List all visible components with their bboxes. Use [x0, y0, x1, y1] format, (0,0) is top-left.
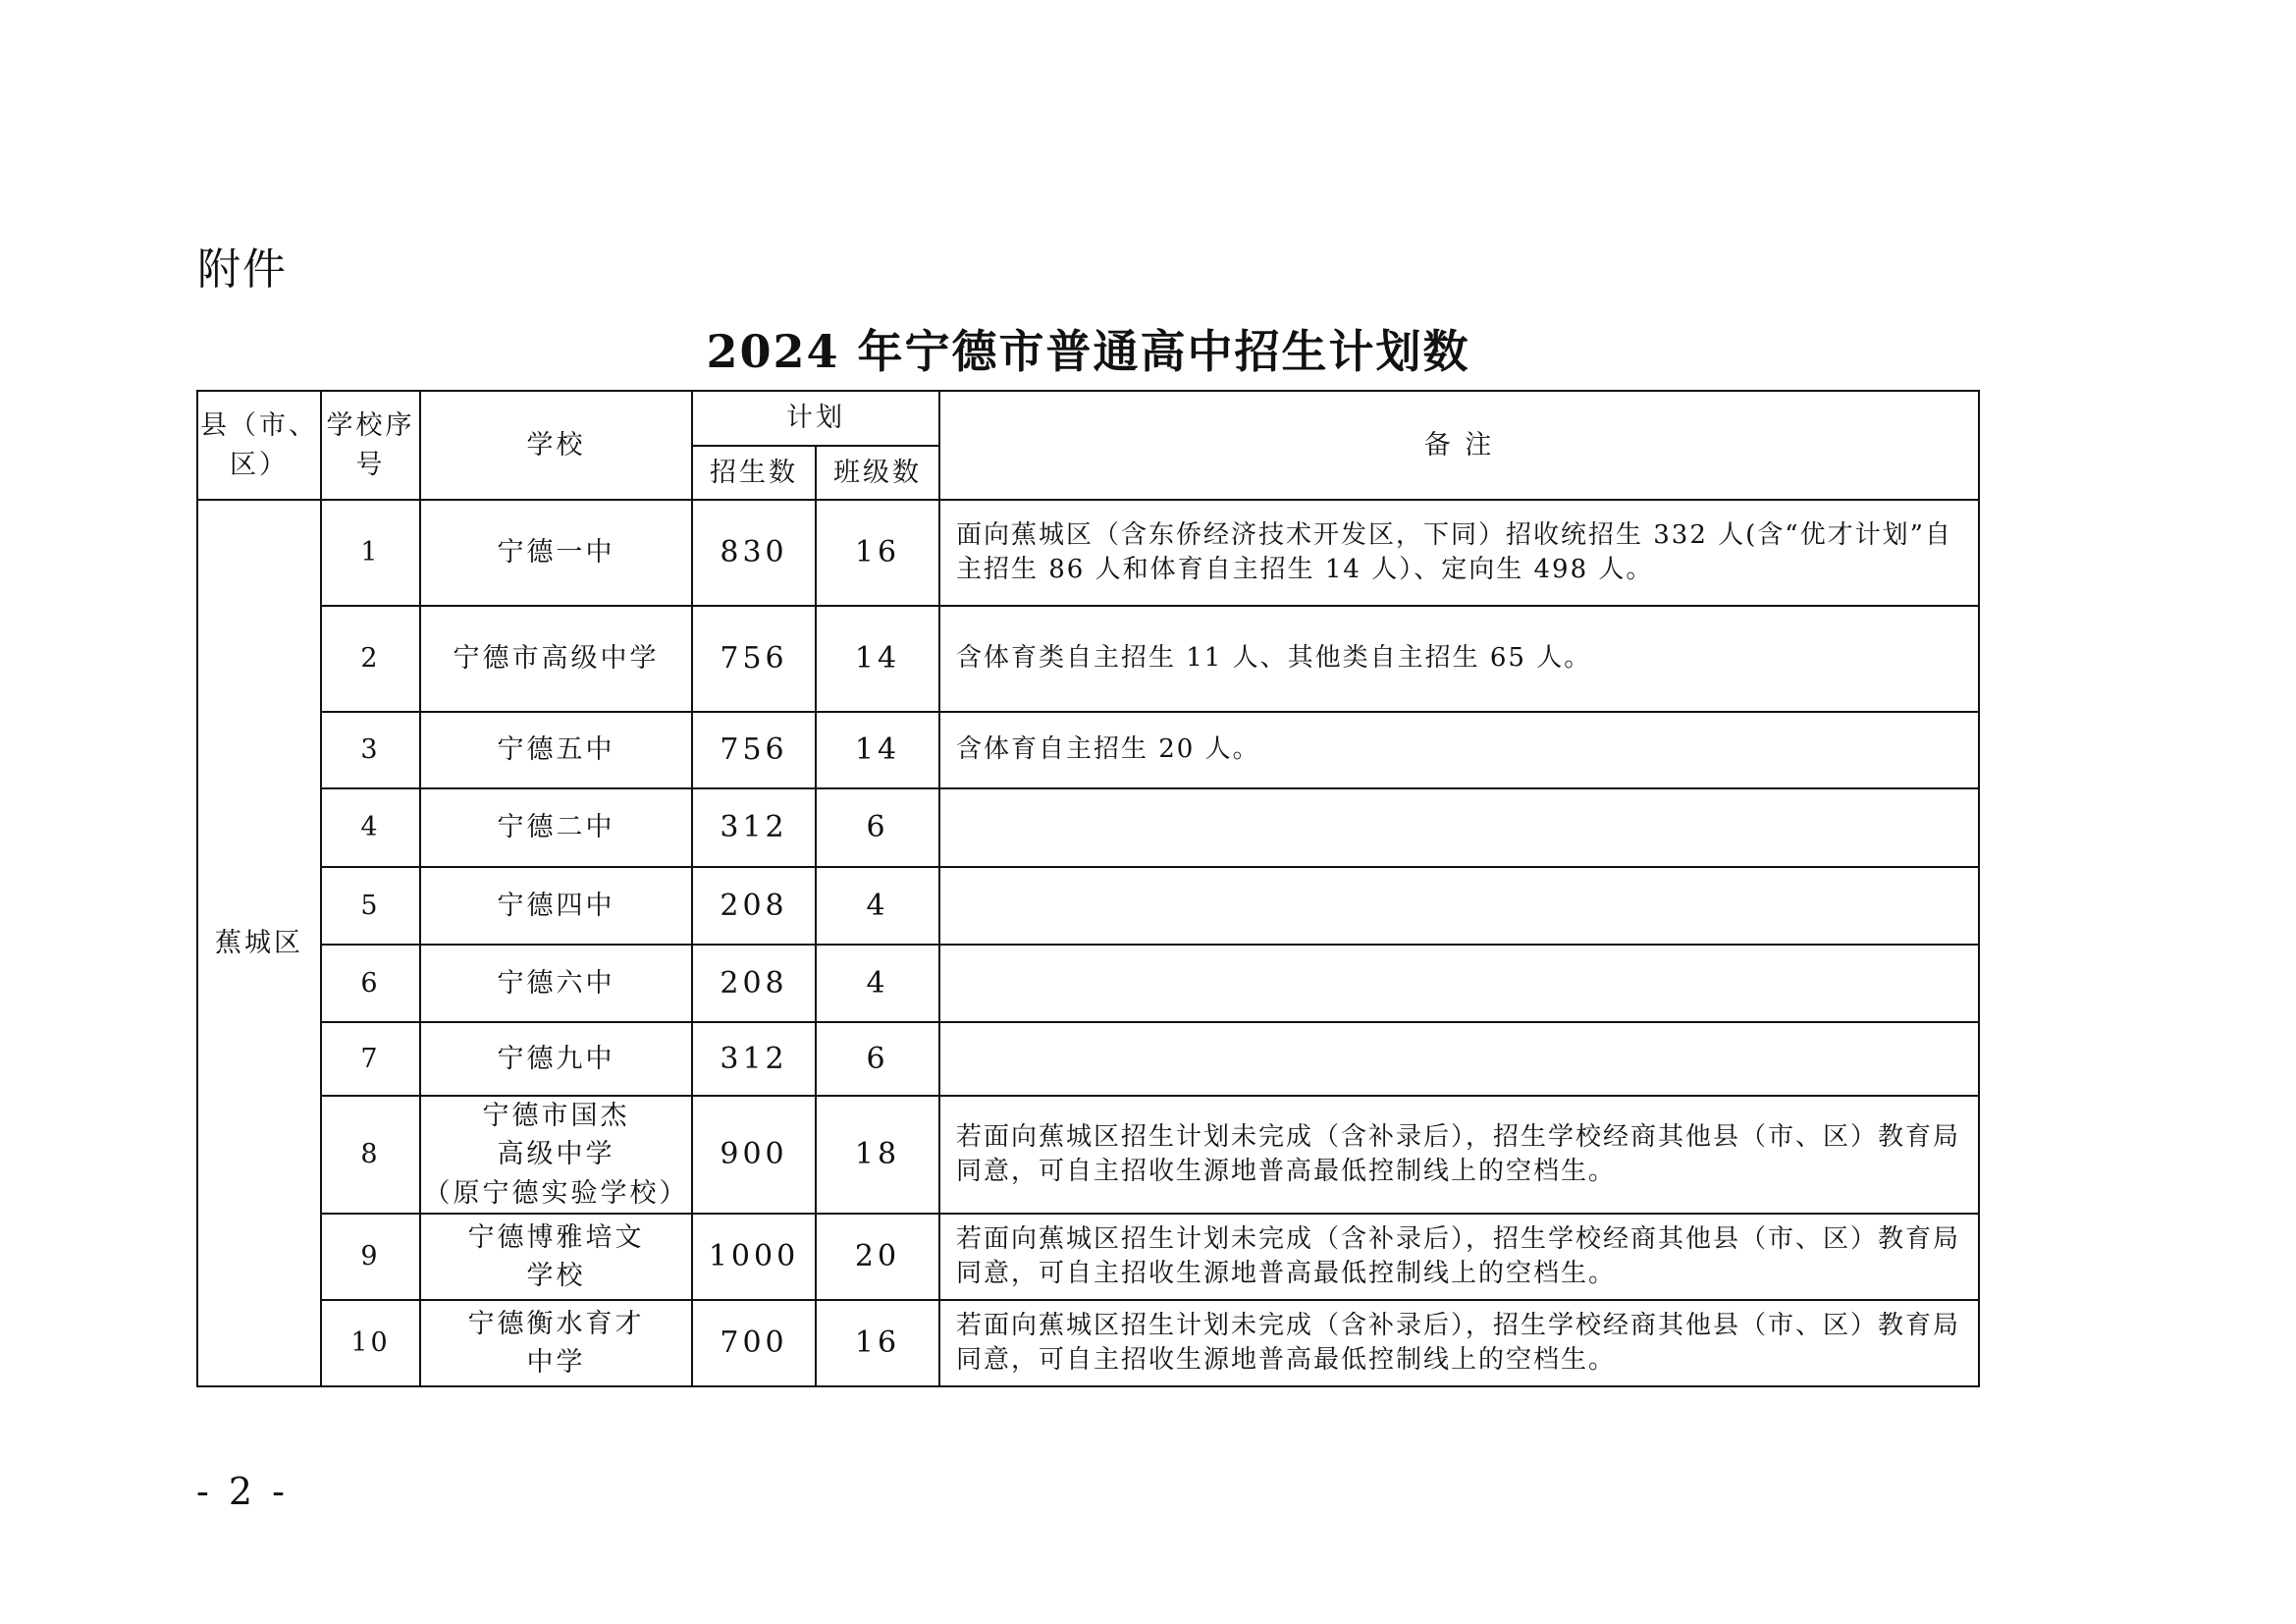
school-name-line: 中学 — [526, 1347, 586, 1378]
school-cell — [420, 712, 692, 788]
class-count-cell: 4 — [816, 867, 939, 945]
class-count-cell: 4 — [816, 945, 939, 1022]
school-name-line: 高级中学 — [497, 1139, 615, 1170]
header-enroll: 招生数 — [692, 446, 816, 500]
school-name-line: 宁德一中 — [497, 537, 615, 568]
school-cell — [420, 1096, 692, 1214]
remark-cell: 若面向蕉城区招生计划未完成（含补录后），招生学校经商其他县（市、区）教育局同意，可自主招收生源地普高最低控制线上的空档生。 — [939, 1214, 1979, 1300]
seq-cell: 10 — [321, 1300, 420, 1386]
table-row — [197, 788, 1979, 867]
seq-cell: 5 — [321, 867, 420, 945]
school-name-line: 宁德衡水育才 — [467, 1308, 645, 1339]
table-row — [197, 1214, 1979, 1300]
table-row — [197, 712, 1979, 788]
school-name-line: 宁德二中 — [497, 812, 615, 843]
header-school: 学校 — [420, 391, 692, 500]
school-cell — [420, 945, 692, 1022]
table-row — [197, 500, 1979, 606]
class-count-cell: 18 — [816, 1096, 939, 1214]
header-remark: 备 注 — [939, 391, 1979, 500]
school-name-line: 宁德六中 — [497, 967, 615, 999]
header-county: 县（市、区） — [197, 391, 321, 500]
school-cell — [420, 1022, 692, 1096]
seq-cell: 8 — [321, 1096, 420, 1214]
remark-cell: 若面向蕉城区招生计划未完成（含补录后），招生学校经商其他县（市、区）教育局同意，可自主招收生源地普高最低控制线上的空档生。 — [939, 1300, 1979, 1386]
school-name-line: 宁德市高级中学 — [453, 643, 660, 675]
school-name-line: 宁德九中 — [497, 1043, 615, 1074]
class-count-cell: 16 — [816, 1300, 939, 1386]
class-count-cell: 16 — [816, 500, 939, 606]
school-name-line: 宁德五中 — [497, 734, 615, 766]
enroll-count-cell: 208 — [692, 867, 816, 945]
school-cell — [420, 606, 692, 712]
seq-cell: 9 — [321, 1214, 420, 1300]
remark-cell — [939, 788, 1979, 867]
table-row — [197, 606, 1979, 712]
enroll-count-cell: 900 — [692, 1096, 816, 1214]
remark-cell: 若面向蕉城区招生计划未完成（含补录后），招生学校经商其他县（市、区）教育局同意，可自主招收生源地普高最低控制线上的空档生。 — [939, 1096, 1979, 1214]
header-classes: 班级数 — [816, 446, 939, 500]
class-count-cell: 20 — [816, 1214, 939, 1300]
school-cell — [420, 1214, 692, 1300]
remark-cell: 含体育类自主招生 11 人、其他类自主招生 65 人。 — [939, 606, 1979, 712]
table-row — [197, 1096, 1979, 1214]
enroll-count-cell: 312 — [692, 1022, 816, 1096]
class-count-cell: 14 — [816, 606, 939, 712]
remark-cell — [939, 867, 1979, 945]
table-row — [197, 1022, 1979, 1096]
seq-cell: 7 — [321, 1022, 420, 1096]
school-cell — [420, 788, 692, 867]
seq-cell: 3 — [321, 712, 420, 788]
school-name-line: （原宁德实验学校） — [423, 1177, 689, 1209]
enroll-count-cell: 756 — [692, 606, 816, 712]
header-plan: 计划 — [692, 391, 939, 446]
table-body — [197, 500, 1979, 1386]
remark-cell — [939, 945, 1979, 1022]
enroll-count-cell: 208 — [692, 945, 816, 1022]
table-row — [197, 1300, 1979, 1386]
school-cell — [420, 1300, 692, 1386]
table-row — [197, 867, 1979, 945]
header-seq: 学校序号 — [321, 391, 420, 500]
school-name-line: 学校 — [526, 1261, 586, 1291]
remark-cell: 含体育自主招生 20 人。 — [939, 712, 1979, 788]
table-row — [197, 945, 1979, 1022]
enroll-count-cell: 312 — [692, 788, 816, 867]
seq-cell: 1 — [321, 500, 420, 606]
attachment-label: 附件 — [197, 244, 288, 295]
page-number: - 2 - — [196, 1470, 290, 1513]
enroll-count-cell: 756 — [692, 712, 816, 788]
seq-cell: 6 — [321, 945, 420, 1022]
school-cell — [420, 500, 692, 606]
remark-cell — [939, 1022, 1979, 1096]
school-name-line: 宁德四中 — [497, 890, 615, 921]
class-count-cell: 14 — [816, 712, 939, 788]
document-title: 2024 年宁德市普通高中招生计划数 — [706, 325, 1470, 378]
district-cell: 蕉城区 — [197, 500, 321, 1386]
school-name-line: 宁德市国杰 — [482, 1101, 630, 1132]
seq-cell: 2 — [321, 606, 420, 712]
seq-cell: 4 — [321, 788, 420, 867]
school-cell — [420, 867, 692, 945]
enroll-count-cell: 700 — [692, 1300, 816, 1386]
enrollment-plan-table — [196, 390, 1980, 1387]
enroll-count-cell: 830 — [692, 500, 816, 606]
remark-cell: 面向蕉城区（含东侨经济技术开发区，下同）招收统招生 332 人(含“优才计划”自主招生 86 人和体育自主招生 14 人）、定向生 498 人。 — [939, 500, 1979, 606]
class-count-cell: 6 — [816, 788, 939, 867]
enroll-count-cell: 1000 — [692, 1214, 816, 1300]
class-count-cell: 6 — [816, 1022, 939, 1096]
school-name-line: 宁德博雅培文 — [467, 1221, 645, 1253]
